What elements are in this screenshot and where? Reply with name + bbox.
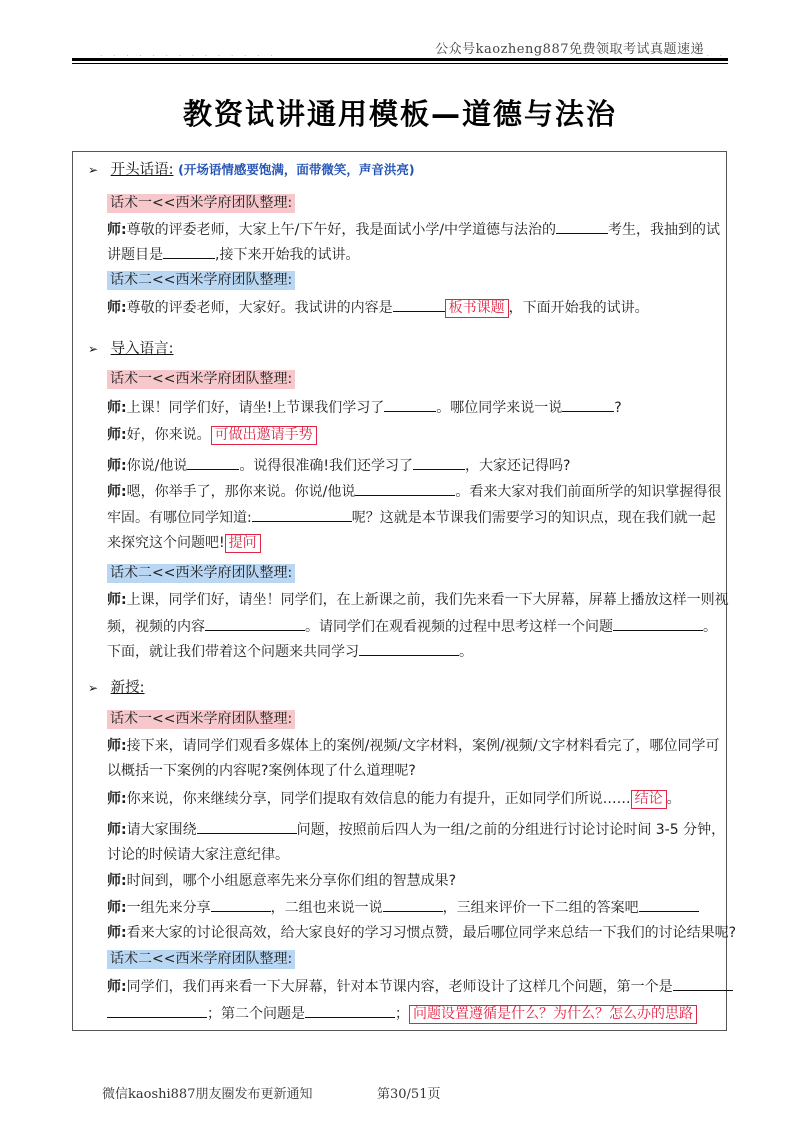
- text: 考生，我抽到的试: [608, 222, 721, 238]
- fill-blank: [359, 641, 459, 656]
- text-line: [107, 819, 725, 840]
- text: 嗯，你举手了，那你来说。你说/他说: [126, 484, 356, 500]
- header-rule-thick: [72, 58, 728, 61]
- text: ?: [614, 400, 622, 416]
- text: 上课！同学们好，请坐!上节课我们学习了: [126, 400, 385, 416]
- text: ，二组也来说一说: [270, 900, 383, 916]
- label-blue: 话术二<<西米学府团队整理:: [107, 564, 295, 583]
- text-line: [107, 789, 681, 809]
- section-note: (开场语情感要饱满，面带微笑，声音洪亮): [178, 162, 415, 177]
- script-label: [107, 709, 295, 729]
- speaker: 师:: [107, 900, 127, 916]
- annotation-box: 提问: [225, 534, 261, 553]
- text: 。说得很准确!我们还学习了: [239, 458, 413, 474]
- fill-blank: [252, 507, 352, 522]
- fill-blank: [384, 397, 436, 412]
- section-title: 导入语言:: [110, 341, 174, 357]
- page-number: 第30/51页: [377, 1087, 441, 1102]
- text: 接下来，请同学们观看多媒体上的案例/视频/文字材料，案例/视频/文字材料看完了，哪位同学可: [126, 738, 720, 754]
- text: 呢？这就是本节课我们需要学习的知识点，现在我们就一起: [351, 510, 716, 526]
- text: 。请同学们在观看视频的过程中思考这样一个问题: [305, 619, 613, 635]
- script-label: [107, 369, 295, 389]
- text: ,接下来开始我的试讲。: [215, 247, 360, 263]
- text: 以概括一下案例的内容呢?案例体现了什么道理呢?: [107, 763, 416, 779]
- script-label: [107, 949, 295, 969]
- text: 一组先来分享: [126, 900, 211, 916]
- fill-blank: [613, 616, 703, 631]
- text: 讲题目是: [107, 247, 163, 263]
- text: 。: [703, 619, 717, 635]
- section-title: 新授:: [110, 680, 145, 696]
- label-pink: 话术一<<西米学府团队整理:: [107, 194, 295, 213]
- speaker: 师:: [107, 979, 127, 995]
- text: 牢固。有哪位同学知道:: [107, 510, 252, 526]
- speaker: 师:: [107, 822, 127, 838]
- fill-blank: [197, 819, 297, 834]
- text: 看来大家的讨论很高效，给大家良好的学习习惯点赞，最后哪位同学来总结一下我们的讨论结果呢?: [126, 925, 737, 941]
- text-line: [107, 736, 719, 756]
- text-line: [107, 219, 720, 240]
- header-rule-thin: [72, 63, 728, 64]
- annotation-box: 板书课题: [445, 299, 509, 318]
- text-line: [107, 455, 570, 476]
- script-label: [107, 563, 295, 583]
- annotation-box: 结论: [631, 790, 667, 809]
- text: 。哪位同学来说一说: [436, 400, 563, 416]
- text: 来探究这个问题吧!: [107, 535, 225, 551]
- fill-blank: [383, 897, 443, 912]
- text: 尊敬的评委老师，大家好。我试讲的内容是: [126, 300, 393, 316]
- text: 讨论的时候请大家注意纪律。: [107, 847, 289, 863]
- text-line: [107, 761, 416, 781]
- text-line: [107, 976, 733, 997]
- speaker: 师:: [107, 873, 127, 889]
- annotation-box: 问题设置遵循是什么？为什么？怎么办的思路: [409, 1005, 697, 1024]
- label-pink: 话术一<<西米学府团队整理:: [107, 370, 295, 389]
- fill-blank: [205, 616, 305, 631]
- text: ，三组来评价一下二组的答案吧: [442, 900, 639, 916]
- speaker: 师:: [107, 484, 127, 500]
- speaker: 师:: [107, 427, 127, 443]
- text: 同学们，我们再来看一下大屏幕，针对本节课内容，老师设计了这样几个问题，第一个是: [126, 979, 673, 995]
- text-line: [107, 616, 717, 637]
- annotation-box: 可做出邀请手势: [211, 426, 317, 445]
- script-label: [107, 270, 295, 290]
- text-line: [107, 871, 456, 891]
- text-line: [107, 397, 622, 418]
- text: 频，视频的内容: [107, 619, 205, 635]
- text-line: [107, 507, 716, 528]
- fill-blank: [107, 1003, 207, 1018]
- text-line: [107, 481, 721, 502]
- header-text: 公众号kaozheng887免费领取考试真题速递: [435, 42, 704, 57]
- section-title: 开头话语:: [110, 162, 174, 178]
- header-dots-right: . .: [706, 49, 726, 58]
- speaker: 师:: [107, 458, 127, 474]
- speaker: 师:: [107, 592, 127, 608]
- fill-blank: [673, 976, 733, 991]
- text: 时间到，哪个小组愿意率先来分享你们组的智慧成果?: [126, 873, 457, 889]
- text: 你说/他说: [126, 458, 188, 474]
- fill-blank: [413, 455, 465, 470]
- text-line: [107, 425, 317, 445]
- text: ；第二个问题是: [207, 1006, 305, 1022]
- script-label: [107, 193, 295, 213]
- text-line: [107, 590, 729, 610]
- label-pink: 话术一<<西米学府团队整理:: [107, 710, 295, 729]
- text: 好，你来说。: [126, 427, 211, 443]
- speaker: 师:: [107, 738, 127, 754]
- fill-blank: [639, 897, 699, 912]
- text-line: [107, 533, 261, 553]
- text: 上课，同学们好，请坐！同学们，在上新课之前，我们先来看一下大屏幕，屏幕上播放这样一则视: [126, 592, 729, 608]
- text: 请大家围绕: [126, 822, 197, 838]
- footer-notice: 微信kaoshi887朋友圈发布更新通知: [102, 1087, 313, 1102]
- text-line: [107, 923, 736, 943]
- page-title: 教资试讲通用模板—道德与法治: [182, 97, 617, 131]
- speaker: 师:: [107, 925, 127, 941]
- text: ；: [395, 1006, 409, 1022]
- text-line: [107, 641, 473, 662]
- text-line: [107, 897, 699, 918]
- speaker: 师:: [107, 222, 127, 238]
- section-new-teaching: [88, 678, 145, 698]
- text: 下面，就让我们带着这个问题来共同学习: [107, 644, 359, 660]
- text: ，大家还记得吗?: [464, 458, 571, 474]
- speaker: 师:: [107, 400, 127, 416]
- fill-blank: [187, 455, 239, 470]
- label-blue: 话术二<<西米学府团队整理:: [107, 950, 295, 969]
- fill-blank: [393, 297, 445, 312]
- section-opening: [88, 160, 415, 180]
- text: 问题，按照前后四人为一组/之前的分组进行讨论讨论时间 3-5 分钟，: [296, 822, 726, 838]
- text-line: [107, 297, 649, 318]
- text-line: [107, 845, 289, 865]
- fill-blank: [305, 1003, 395, 1018]
- fill-blank: [556, 219, 608, 234]
- speaker: 师:: [107, 300, 127, 316]
- text-line: [107, 1003, 697, 1024]
- text: 。: [666, 791, 681, 807]
- section-intro: [88, 339, 174, 359]
- text: 你来说，你来继续分享，同学们提取有效信息的能力有提升，正如同学们所说……: [126, 791, 631, 807]
- arrow-icon: ➢: [88, 342, 99, 356]
- text-line: [107, 244, 359, 265]
- fill-blank: [211, 897, 271, 912]
- header-dots: . . . . . . . . . . . . . .: [100, 49, 277, 58]
- arrow-icon: ➢: [88, 681, 99, 695]
- text: ，下面开始我的试讲。: [508, 300, 649, 316]
- fill-blank: [355, 481, 455, 496]
- label-blue: 话术二<<西米学府团队整理:: [107, 271, 295, 290]
- fill-blank: [163, 244, 215, 259]
- text: 。看来大家对我们前面所学的知识掌握得很: [455, 484, 722, 500]
- text: 尊敬的评委老师，大家上午/下午好，我是面试小学/中学道德与法治的: [126, 222, 557, 238]
- text: 。: [459, 644, 473, 660]
- arrow-icon: ➢: [88, 163, 99, 177]
- fill-blank: [562, 397, 614, 412]
- speaker: 师:: [107, 791, 127, 807]
